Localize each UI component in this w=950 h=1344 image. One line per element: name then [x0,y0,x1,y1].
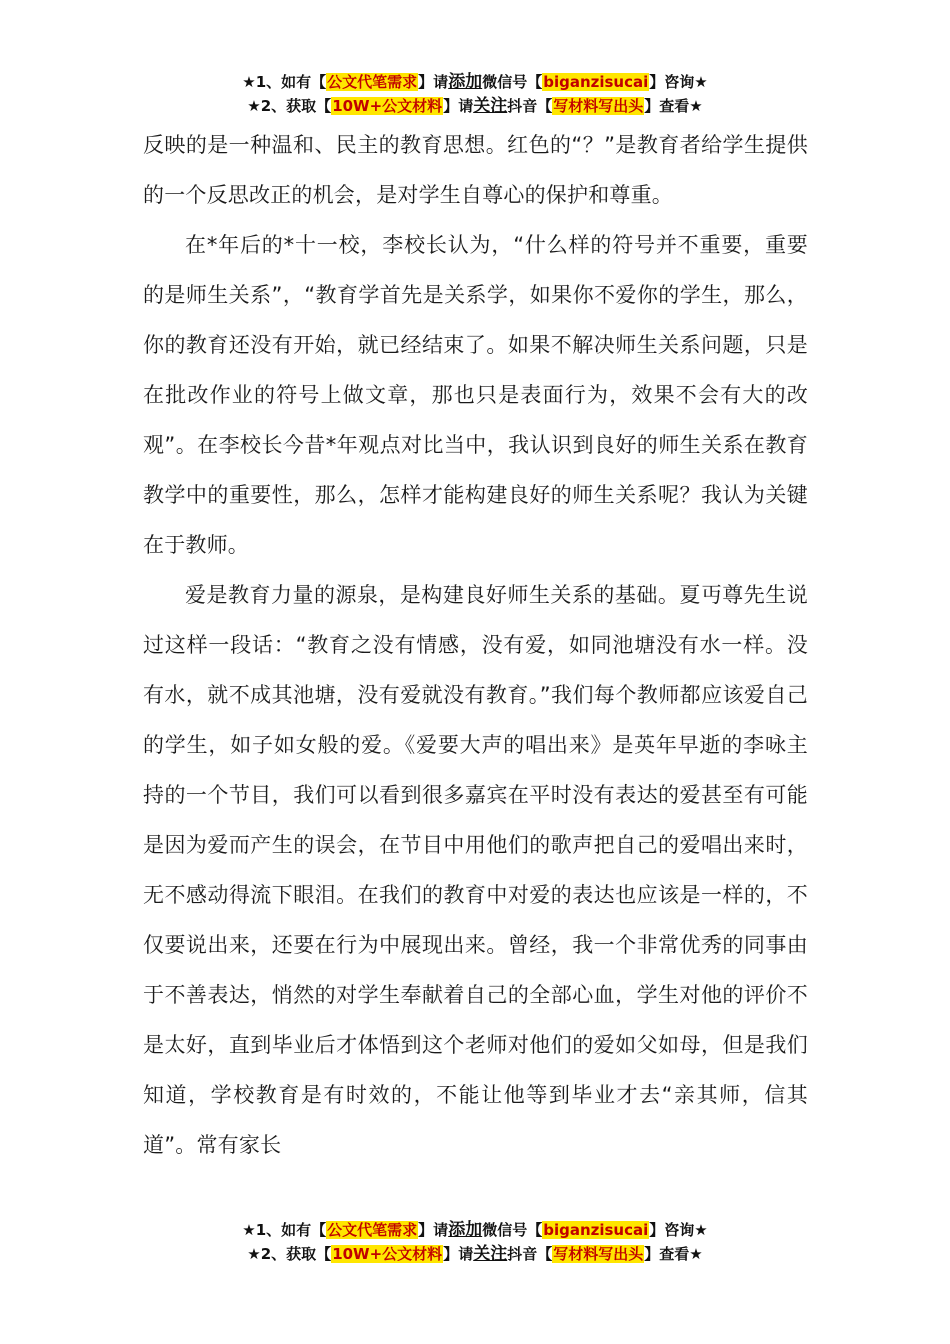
banner-text: 1、如有【 [255,73,327,91]
paragraph-1: 反映的是一种温和、民主的教育思想。红色的“？”是教育者给学生提供的一个反思改正的机会，是对学生自尊心的保护和尊重。 [143,133,808,207]
highlight-wechat-id: biganzisucai [543,1221,649,1239]
banner-emphasis: 关注 [473,1244,508,1264]
highlight-wechat-id: biganzisucai [543,73,649,91]
document-body [143,120,808,1170]
highlight-materials: 10W+公文材料 [332,1245,443,1263]
banner-text: 抖音【 [507,1245,553,1263]
banner-line-1 [0,1218,950,1242]
banner-text: 】请 [443,97,474,115]
banner-text: 】查看★ [644,1245,703,1263]
banner-text: 】咨询★ [649,73,708,91]
header-banner [0,70,950,118]
banner-emphasis: 关注 [473,96,508,116]
banner-text: 】咨询★ [649,1221,708,1239]
paragraph-3: 爱是教育力量的源泉，是构建良好师生关系的基础。夏丏尊先生说过这样一段话：“教育之没有情感，没有爱，如同池塘没有水一样。没有水，就不成其池塘，没有爱就没有教育。”我们每个教师都应该爱自己的学生，如子如女般的爱。《爱要大声的唱出来》是英年早逝的李咏主持的一个节目，我们可以看到很多嘉宾在平时没有表达的爱甚至有可能是因为爱而产生的误会，在节目中用他们的歌声把自己的爱唱出来时，无不感动得流下眼泪。在我们的教育中对爱的表达也应该是一样的，不仅要说出来，还要在行为中展现出来。曾经，我一个非常优秀的同事由于不善表达，悄然的对学生奉献着自己的全部心血，学生对他的评价不是太好，直到毕业后才体悟到这个老师对他们的爱如父如母，但是我们知道，学校教育是有时效的，不能让他等到毕业才去“亲其师，信其道”。常有家长 [143,583,808,1157]
banner-line-2 [0,1242,950,1266]
highlight-douyin-id: 写材料写出头 [553,1245,644,1263]
banner-text: 】查看★ [644,97,703,115]
star-icon: ★ [247,1245,261,1263]
highlight-materials: 10W+公文材料 [332,97,443,115]
banner-emphasis: 添加 [448,1220,483,1240]
highlight-service: 公文代笔需求 [327,1221,418,1239]
banner-text: 】请 [418,1221,449,1239]
highlight-service: 公文代笔需求 [327,73,418,91]
banner-text: 】请 [443,1245,474,1263]
footer-banner [0,1218,950,1266]
star-icon: ★ [242,1221,256,1239]
banner-text: 微信号【 [482,73,543,91]
banner-text: 抖音【 [507,97,553,115]
banner-text: 2、获取【 [260,1245,332,1263]
paragraph-2: 在*年后的*十一校，李校长认为，“什么样的符号并不重要，重要的是师生关系”，“教育学首先是关系学，如果你不爱你的学生，那么，你的教育还没有开始，就已经结束了。如果不解决师生关系问题，只是在批改作业的符号上做文章，那也只是表面行为，效果不会有大的改观”。在李校长今昔*年观点对比当中，我认识到良好的师生关系在教育教学中的重要性，那么，怎样才能构建良好的师生关系呢？我认为关键在于教师。 [143,233,808,557]
star-icon: ★ [242,73,256,91]
banner-emphasis: 添加 [448,72,483,92]
banner-line-1 [0,70,950,94]
star-icon: ★ [247,97,261,115]
banner-text: 2、获取【 [260,97,332,115]
highlight-douyin-id: 写材料写出头 [553,97,644,115]
banner-text: 】请 [418,73,449,91]
banner-text: 微信号【 [482,1221,543,1239]
banner-text: 1、如有【 [255,1221,327,1239]
banner-line-2 [0,94,950,118]
